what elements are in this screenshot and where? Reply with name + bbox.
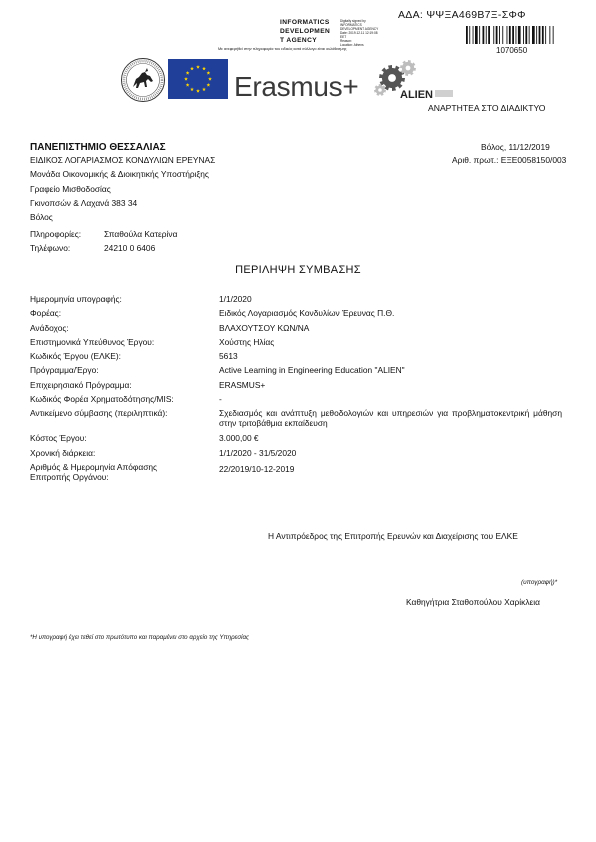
ida-line-3: T AGENCY	[280, 37, 318, 44]
ada-code: ΑΔΑ: ΨΨΞΑ469Β7Ξ-ΣΦΦ	[398, 9, 526, 21]
field-value: 3.000,00 €	[219, 433, 259, 443]
subject-label: Αντικείμενο σύμβασης (περιληπτικά):	[30, 408, 168, 418]
eu-flag-icon	[168, 59, 228, 99]
ida-small-6: Reason:	[340, 39, 352, 43]
decision-label-line1: Αριθμός & Ημερομηνία Απόφασης	[30, 462, 158, 472]
subject-value: Σχεδιασμός και ανάπτυξη μεθοδολογιών και υπηρεσιών για προβληματοκεντρική μάθηση στην τριτοβάθμια εκπαίδευση	[219, 408, 562, 429]
unit-name: Μονάδα Οικονομικής & Διοικητικής Υποστήριξης	[30, 169, 209, 179]
page-title: ΠΕΡΙΛΗΨΗ ΣΥΜΒΑΣΗΣ	[235, 264, 361, 276]
field-value: ΒΛΑΧΟΥΤΣΟΥ ΚΩΝ/ΝΑ	[219, 323, 310, 333]
ida-small-7: Location: Athens	[340, 43, 364, 47]
field-label: Κόστος Έργου:	[30, 433, 87, 443]
field-value: 5613	[219, 351, 238, 361]
barcode-icon	[466, 26, 562, 44]
address-line: Γκινοπσών & Λαχανά 383 34	[30, 198, 138, 208]
erasmus-logo-text: Erasmus+	[234, 71, 359, 102]
field-label: Πρόγραμμα/Έργο:	[30, 365, 99, 375]
ida-small-2: INFORMATICS	[340, 23, 362, 27]
office-name: Γραφείο Μισθοδοσίας	[30, 184, 111, 194]
field-label: Φορέας:	[30, 308, 62, 318]
field-value: Χούστης Ηλίας	[219, 337, 275, 347]
ida-small-1: Digitally signed by	[340, 19, 366, 23]
phone-label: Τηλέφωνο:	[30, 243, 71, 253]
ida-note: Με ανεφερήθεί στην πληροφορία του ειδικός κατά σύλλογο είναι ουλόθεσμης	[218, 47, 347, 51]
signatory-role: Η Αντιπρόεδρος της Επιτροπής Ερευνών και Διαχείρισης του ΕΛΚΕ	[268, 531, 518, 541]
protocol-number: Αριθ. πρωτ.: ΕΞΕ0058150/003	[452, 155, 567, 165]
ida-line-1: INFORMATICS	[280, 19, 330, 26]
field-label: Κωδικός Φορέα Χρηματοδότησης/MIS:	[30, 394, 174, 404]
digital-signature-stamp	[280, 19, 400, 49]
signatory-name: Καθηγήτρια Σταθοπούλου Χαρίκλεια	[406, 597, 540, 607]
field-label: Επιστημονικά Υπεύθυνος Έργου:	[30, 337, 155, 347]
field-value: ERASMUS+	[219, 380, 266, 390]
decision-label-line2: Επιτροπής Οργάνου:	[30, 472, 109, 482]
ida-small-3: DEVELOPMENT AGENCY	[340, 27, 379, 31]
ida-line-2: DEVELOPMEN	[280, 28, 331, 35]
field-label: Ημερομηνία υπογραφής:	[30, 294, 122, 304]
field-label: Χρονική διάρκεια:	[30, 448, 96, 458]
field-value: Active Learning in Engineering Education "ALIEN"	[219, 365, 405, 375]
field-label: Κωδικός Έργου (ΕΛΚΕ):	[30, 351, 121, 361]
barcode-number: 1070650	[496, 46, 528, 55]
account-name: ΕΙΔΙΚΟΣ ΛΟΓΑΡΙΑΣΜΟΣ ΚΟΝΔΥΛΙΩΝ ΕΡΕΥΝΑΣ	[30, 155, 216, 165]
field-label: Επιχειρησιακό Πρόγραμμα:	[30, 380, 132, 390]
university-seal-icon	[120, 57, 166, 103]
field-value: 1/1/2020	[219, 294, 252, 304]
footnote: *Η υπογραφή έχει τεθεί στο πρωτότυπο και παραμένει στο αρχείο της Υπηρεσίας	[30, 634, 250, 641]
city-line: Βόλος	[30, 212, 53, 222]
field-label: Ανάδοχος:	[30, 323, 69, 333]
info-label: Πληροφορίες:	[30, 229, 82, 239]
decision-value: 22/2019/10-12-2019	[219, 464, 295, 474]
ida-small-5: EET	[340, 35, 347, 39]
document-date: Βόλος, 11/12/2019	[481, 142, 550, 152]
field-value: 1/1/2020 - 31/5/2020	[219, 448, 297, 458]
university-name: ΠΑΝΕΠΙΣΤΗΜΙΟ ΘΕΣΣΑΛΙΑΣ	[30, 142, 166, 153]
ida-small-4: Date: 2019.12.11 12:19:08	[340, 31, 378, 35]
alien-logo-text: ALIEN	[400, 89, 433, 101]
phone-value: 24210 0 6406	[104, 243, 156, 253]
info-value: Σπαθούλα Κατερίνα	[104, 229, 178, 239]
signature-mark: (υπογραφή)*	[521, 579, 558, 586]
publish-online-note: ΑΝΑΡΤΗΤΕΑ ΣΤΟ ΔΙΑΔΙΚΤΥΟ	[428, 103, 546, 113]
alien-project-logo	[372, 58, 464, 104]
field-value: -	[219, 394, 222, 404]
field-value: Ειδικός Λογαριασμός Κονδυλίων Έρευνας Π.Θ.	[219, 308, 395, 318]
